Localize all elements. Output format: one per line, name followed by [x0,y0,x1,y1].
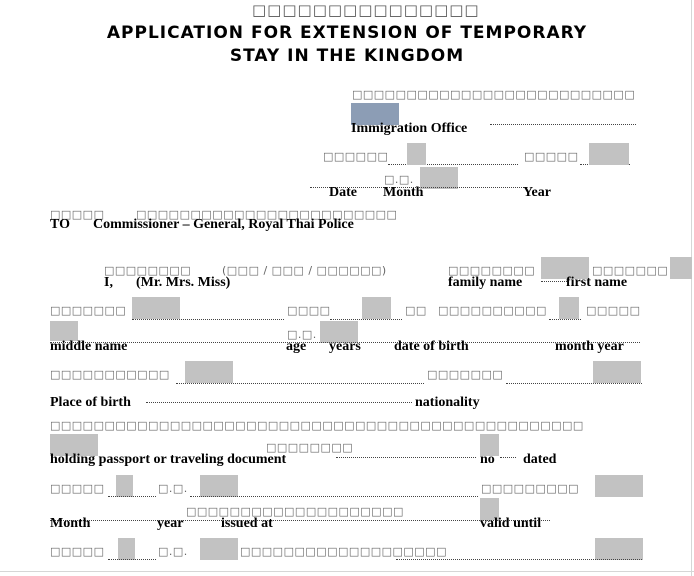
thai-issued-be-label: □.□. [158,482,188,495]
valid-month-line [108,559,156,560]
thai-year-label: □.□. [384,173,414,186]
thai-passport-no-label: □□□□□□□□ [266,441,354,454]
thai-issued-month-label: □□□□□ [50,482,105,495]
valid-tail-line [396,559,642,560]
passport-dated-line [500,457,516,458]
thai-title-options: (□□□ / □□□ / □□□□□□) [222,264,387,277]
immigration-office-label: Immigration Office [351,121,468,136]
thai-dob-month-label: □□□□□ [586,304,641,317]
date-year-field[interactable] [420,167,458,189]
form-title-line-2: STAY IN THE KINGDOM [229,46,465,66]
month-label: Month [383,185,424,200]
issued-year-line [190,496,478,497]
office-line [490,124,636,125]
date-day-field[interactable] [407,143,426,165]
middle-name-field[interactable] [132,297,180,319]
holding-passport-label: holding passport or traveling document [50,452,287,467]
thai-valid-be-label: □.□. [158,545,188,558]
issued-month-label: Month [50,516,91,531]
dated-label: dated [523,452,557,467]
thai-month-label: □□□□□ [524,150,579,163]
middle-name-extra-field[interactable] [50,321,78,341]
middle-name-label: middle name [50,339,128,354]
date-month-field[interactable] [589,143,629,165]
issued-year-label: year [157,516,184,531]
age-label: age [286,339,307,354]
thai-middle-name-label: □□□□□□□ [50,304,127,317]
dob-line [549,319,581,320]
age-field[interactable] [362,297,391,319]
form-title-line-1: APPLICATION FOR EXTENSION OF TEMPORARY [106,23,588,43]
first-name-field[interactable] [670,257,692,279]
thai-family-name-label: □□□□□□□□ [448,264,536,277]
first-name-label: first name [566,275,628,290]
page-edge-right [691,0,692,576]
dob-day-field[interactable] [559,297,579,319]
nationality-label: nationality [415,395,480,410]
thai-commissioner-label: □□□□□□□□□□□□□□□□□□□□□□□□ [136,208,398,221]
family-name-label: family name [448,275,523,290]
to-label: TO [50,217,70,232]
issued-row-line [50,520,550,521]
thai-valid-tail-label: □□□□□□□□□□□□□□□□□□□ [240,545,447,558]
issued-month-line [108,496,156,497]
thai-place-of-birth-label: □□□□□□□□□□□ [50,368,170,381]
place-of-birth-line [176,383,424,384]
issued-year-field[interactable] [200,475,238,497]
middle-name-line [132,319,284,320]
thai-to-label: □□□□□ [50,208,105,221]
thai-dob-label: □□□□□□□□□□ [438,304,547,317]
thai-passport-label: □□□□□□□□□□□□□□□□□□□□□□□□□□□□□□□□□□□□□□□□□□□□□□□□□ [50,419,584,432]
place-of-birth-field[interactable] [185,361,233,383]
valid-date-field[interactable] [595,475,643,497]
thai-first-name-label: □□□□□□□ [592,264,669,277]
month-year-label: month year [555,339,624,354]
years-label: years [329,339,361,354]
date-label: Date [329,185,357,200]
valid-year-field[interactable] [200,538,238,560]
page-edge-bottom [0,571,694,572]
date-of-birth-label: date of birth [394,339,469,354]
nationality-line [506,383,642,384]
year-label: Year [523,185,551,200]
thai-office-label: □□□□□□□□□□□□□□□□□□□□□□□□□□ [352,88,636,101]
commissioner-label: Commissioner – General, Royal Thai Police [93,217,354,232]
family-name-line [541,281,567,282]
place-of-birth-en-line [146,402,412,403]
valid-until-label: valid until [480,516,542,531]
valid-month-field[interactable] [118,538,135,560]
thai-form-title: □□□□□□□□□□□□□□□ [252,1,480,19]
age-line [330,319,402,320]
title-options-label: (Mr. Mrs. Miss) [136,275,231,290]
thai-valid-label: □□□□□□□□□ [481,482,580,495]
issued-at-label: issued at [221,516,273,531]
thai-i-label: □□□□□□□□ [104,264,192,277]
thai-valid-month-label: □□□□□ [50,545,105,558]
valid-tail-field[interactable] [595,538,643,560]
thai-issued-at-label: □□□□□□□□□□□□□□□□□□□□ [186,505,404,518]
place-of-birth-label: Place of birth [50,395,131,410]
thai-date-label: □□□□□□ [323,150,389,163]
thai-age-label: □□□□ [287,304,331,317]
thai-be-label: □.□. [287,328,317,341]
thai-years-label: □□ [405,304,427,317]
i-label: I, [104,275,113,290]
issued-month-field[interactable] [116,475,133,497]
nationality-field[interactable] [593,361,641,383]
passport-no-line [336,457,476,458]
passport-no-label: no [480,452,495,467]
thai-nationality-label: □□□□□□□ [427,368,504,381]
